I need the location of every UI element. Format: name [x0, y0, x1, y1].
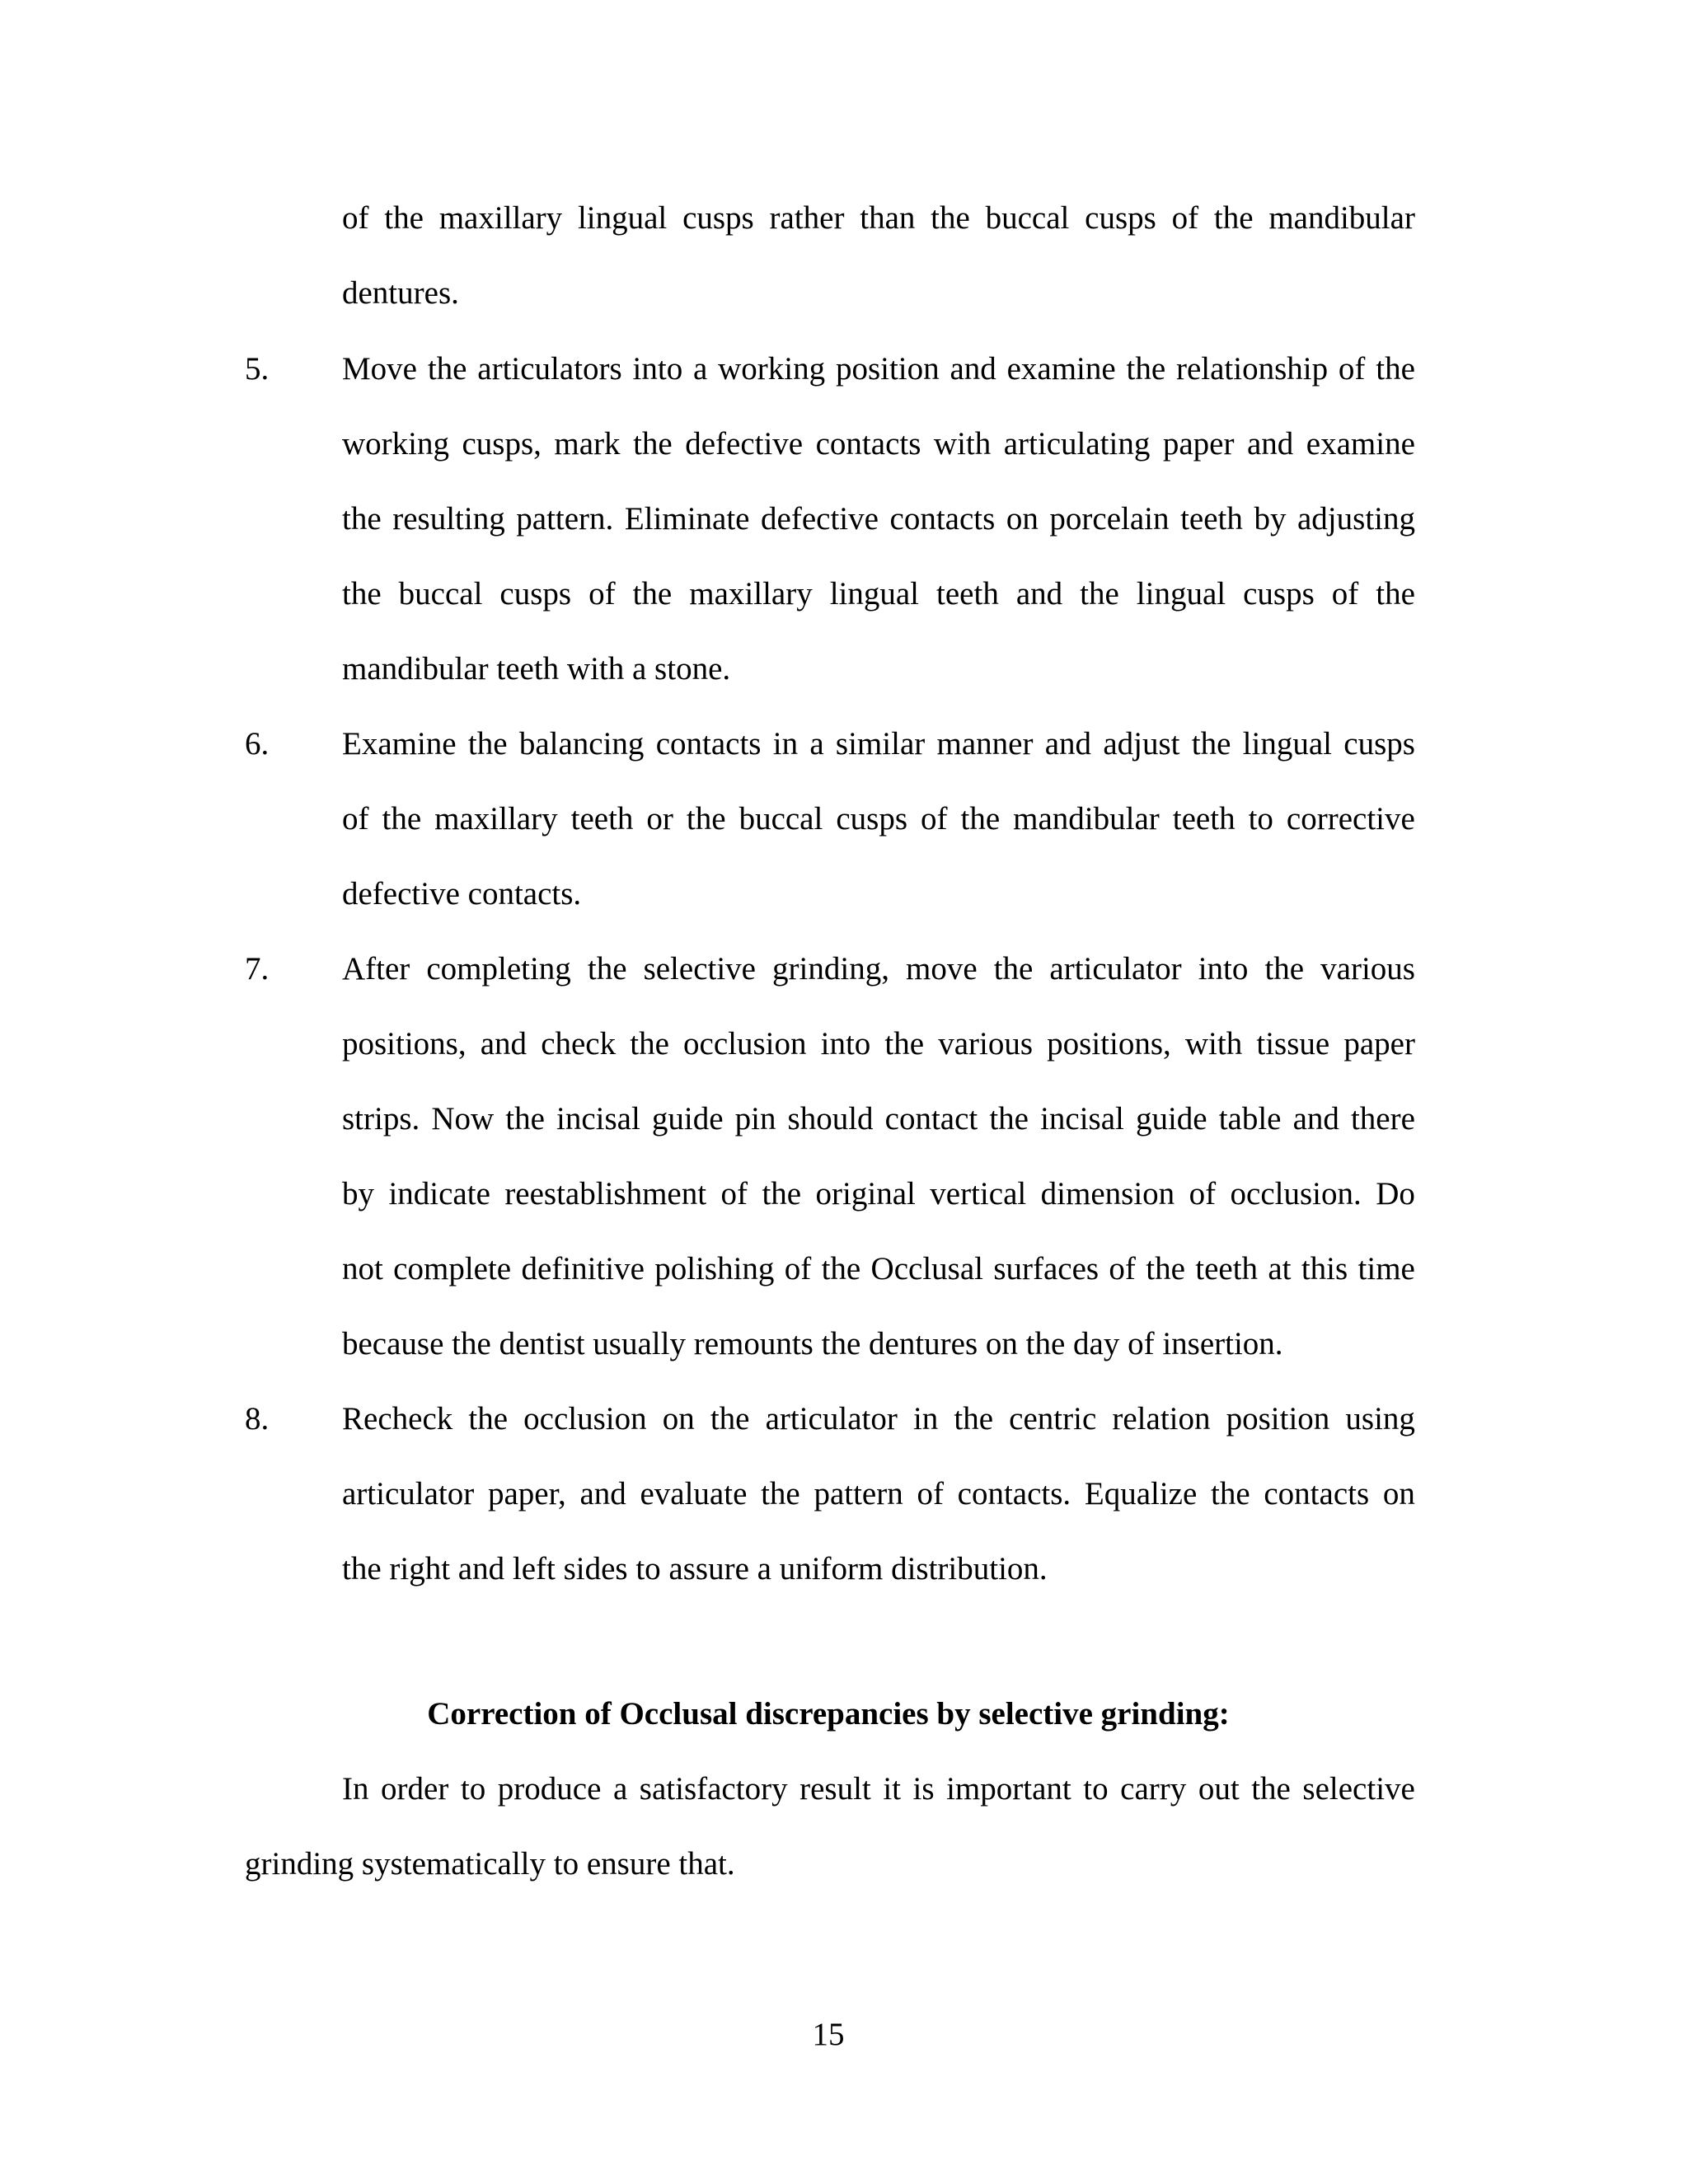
list-item-number: 8.	[245, 1401, 270, 1436]
text-line: of the maxillary lingual cusps rather than the buccal cusps of the mandibular	[342, 200, 1415, 236]
paragraph-line: grinding systematically to ensure that.	[245, 1846, 735, 1882]
text-line: positions, and check the occlusion into the various positions, with tissue paper	[342, 1026, 1415, 1062]
text-line: the resulting pattern. Eliminate defective contacts on porcelain teeth by adjusting	[342, 501, 1415, 537]
list-item-number: 7.	[245, 951, 270, 987]
text-line: strips. Now the incisal guide pin should contact the incisal guide table and there	[342, 1101, 1415, 1137]
section-heading: Correction of Occlusal discrepancies by selective grinding:	[427, 1696, 1230, 1732]
text-line: the buccal cusps of the maxillary lingual teeth and the lingual cusps of the	[342, 576, 1415, 612]
text-line: Recheck the occlusion on the articulator in the centric relation position using	[342, 1401, 1415, 1436]
text-line: dentures.	[342, 275, 459, 311]
list-item-number: 5.	[245, 351, 270, 387]
text-line: not complete definitive polishing of the Occlusal surfaces of the teeth at this time	[342, 1251, 1415, 1286]
text-line: by indicate reestablishment of the original vertical dimension of occlusion. Do	[342, 1176, 1415, 1212]
text-line: the right and left sides to assure a uniform distribution.	[342, 1551, 1048, 1586]
text-line: defective contacts.	[342, 876, 582, 912]
text-line: Examine the balancing contacts in a similar manner and adjust the lingual cusps	[342, 726, 1415, 762]
text-line: Move the articulators into a working position and examine the relationship of the	[342, 351, 1415, 387]
page-number: 15	[812, 2017, 845, 2052]
list-item-number: 6.	[245, 726, 270, 762]
text-line: mandibular teeth with a stone.	[342, 651, 731, 687]
text-line: working cusps, mark the defective contacts with articulating paper and examine	[342, 426, 1415, 462]
paragraph-line: In order to produce a satisfactory result it is important to carry out the selective	[342, 1771, 1415, 1807]
text-line: because the dentist usually remounts the dentures on the day of insertion.	[342, 1326, 1283, 1361]
text-line: of the maxillary teeth or the buccal cusps of the mandibular teeth to corrective	[342, 801, 1415, 837]
text-line: After completing the selective grinding, move the articulator into the various	[342, 951, 1415, 987]
text-line: articulator paper, and evaluate the pattern of contacts. Equalize the contacts on	[342, 1476, 1415, 1511]
